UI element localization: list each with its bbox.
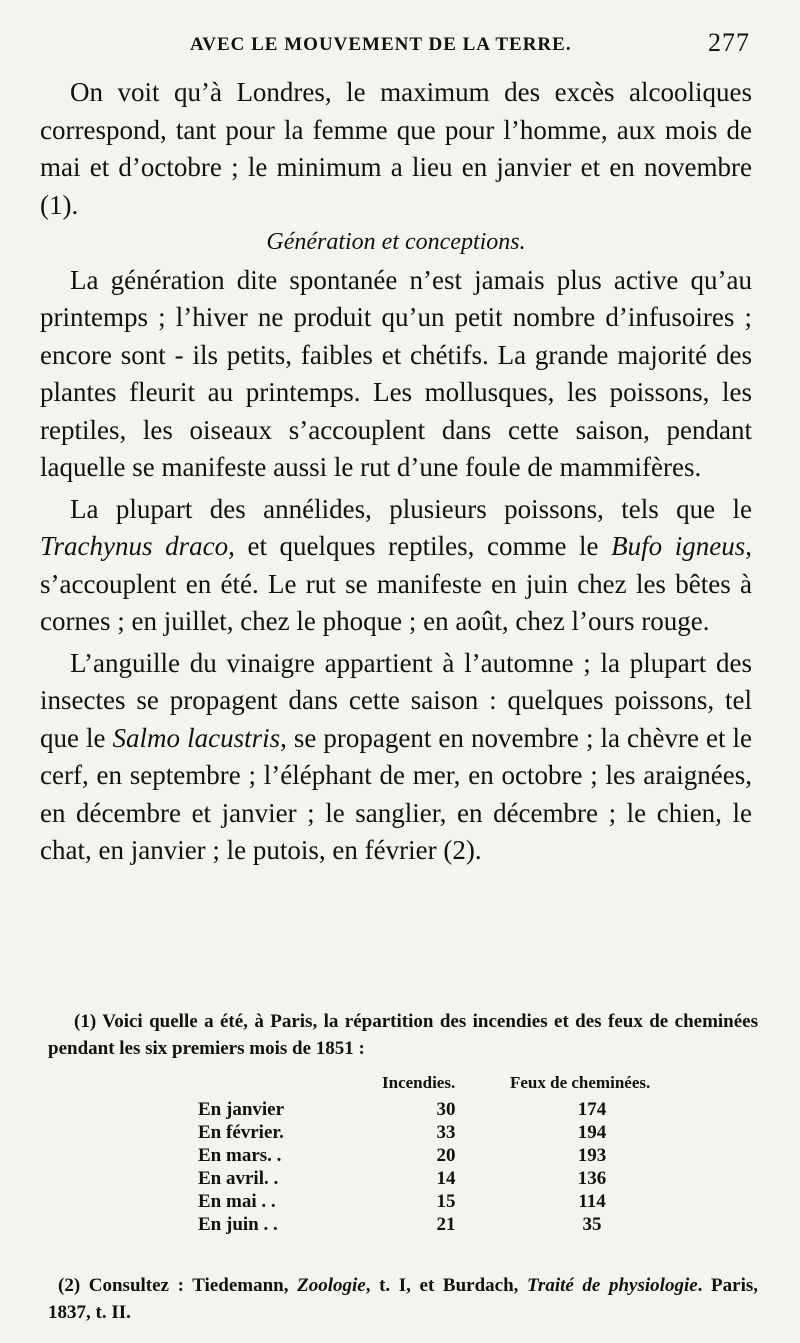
month-cell: En mai . . xyxy=(198,1191,276,1212)
month-cell: En avril. . xyxy=(198,1168,279,1189)
text-run: . Paris, 1837, t. II. xyxy=(48,1275,758,1323)
text-run: La plupart des annélides, plusieurs poissons, tels que le xyxy=(70,493,752,524)
feux-cell: 35 xyxy=(582,1214,602,1235)
work-title: Zoologie xyxy=(297,1275,366,1296)
work-title: Traité de physiologie xyxy=(527,1275,698,1296)
page-number: 277 xyxy=(708,28,750,57)
table-header xyxy=(192,1073,712,1099)
paragraph-londres: On voit qu’à Londres, le maximum des excès alcooliques correspond, tant pour la femme que pour l’homme, aux mois de mai et d’octobre ; le minimum a lieu en janvier et en novembre (1). xyxy=(40,77,752,220)
feux-cell: 193 xyxy=(577,1145,607,1166)
table-row xyxy=(192,1099,712,1122)
month-cell: En février. xyxy=(198,1122,284,1143)
month-cell: En juin . . xyxy=(198,1214,278,1235)
text-run: , et quelques reptiles, comme le xyxy=(228,531,612,561)
paragraph-generation: La génération dite spontanée n’est jamais plus active qu’au printemps ; l’hiver ne produit qu’un petit nombre d’infusoires ; encore sont - ils petits, faibles et chétifs. La grande majorité des plantes fleurit au printemps. Les mollusques, les poissons, les reptiles, les oiseaux s’accouplent dans cette saison, pendant laquelle se manifeste aussi le rut d’une foule de mammifères. xyxy=(40,264,752,482)
text-run: (2) Consultez : Tiedemann, xyxy=(58,1275,298,1296)
incendies-cell: 20 xyxy=(436,1145,456,1166)
table-row xyxy=(192,1168,712,1191)
incendies-cell: 21 xyxy=(436,1214,456,1235)
incendies-cell: 15 xyxy=(436,1191,456,1212)
incendies-cell: 30 xyxy=(436,1099,456,1120)
text-run: , t. I, et Burdach, xyxy=(365,1275,528,1296)
footnote-2 xyxy=(48,1272,758,1326)
feux-cell: 174 xyxy=(577,1099,607,1120)
text-run: , se propagent en novembre ; la chèvre et le cerf, en septembre ; l’éléphant de mer, en octobre ; les araignées, en décembre et janvier ; le sanglier, en décembre ; le chien, le chat, en janvier ; le putois, en février (2). xyxy=(40,722,752,865)
feux-cell: 194 xyxy=(577,1122,607,1143)
main-text xyxy=(40,74,752,870)
feux-cell: 136 xyxy=(577,1168,607,1189)
table-row xyxy=(192,1145,712,1168)
footnote-1-text: (1) Voici quelle a été, à Paris, la répartition des incendies et des feux de cheminées pendant les six premiers mois de 1851 : xyxy=(48,1011,758,1059)
column-header-feux: Feux de cheminées. xyxy=(510,1073,651,1092)
paragraph-automne xyxy=(40,645,752,870)
species-name: Salmo lacustris xyxy=(112,722,281,753)
footnote-2-text xyxy=(48,1272,758,1326)
species-name: Bufo igneus xyxy=(611,531,746,561)
incendies-cell: 14 xyxy=(436,1168,456,1189)
species-name: Trachynus draco xyxy=(40,531,229,561)
section-heading: Génération et conceptions. xyxy=(266,229,526,255)
table-row xyxy=(192,1214,712,1237)
column-header-incendies: Incendies. xyxy=(382,1073,456,1092)
paragraph-annelides xyxy=(40,491,752,641)
table-row xyxy=(192,1122,712,1145)
incendies-cell: 33 xyxy=(436,1122,456,1143)
running-title: AVEC LE MOUVEMENT DE LA TERRE. xyxy=(190,34,572,55)
table-row xyxy=(192,1191,712,1214)
fire-statistics-table xyxy=(192,1073,712,1237)
month-cell: En mars. . xyxy=(198,1145,282,1166)
month-cell: En janvier xyxy=(198,1099,285,1120)
text-run: L’anguille du vinaigre appartient à l’automne ; la plupart des insectes se propagent dans cette saison : quelques poissons, tel que le xyxy=(40,647,752,753)
footnote-1 xyxy=(48,1008,758,1062)
text-run: , s’accouplent en été. Le rut se manifeste en juin chez les bêtes à cornes ; en juillet, chez le phoque ; en août, chez l’ours rouge. xyxy=(40,531,753,636)
feux-cell: 114 xyxy=(578,1191,606,1212)
